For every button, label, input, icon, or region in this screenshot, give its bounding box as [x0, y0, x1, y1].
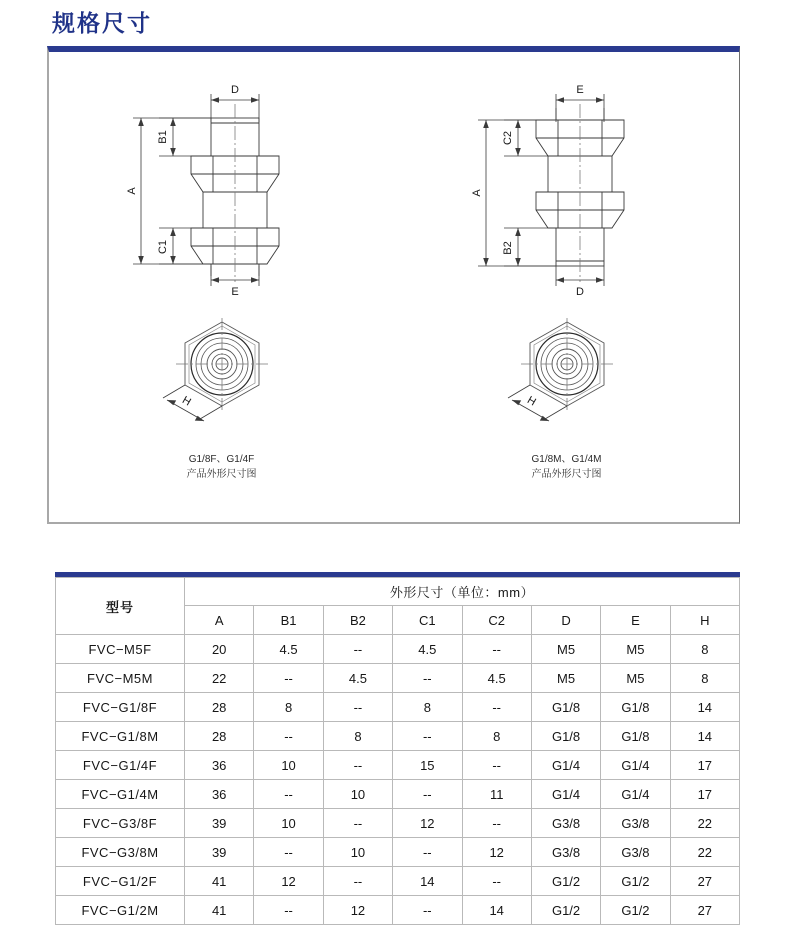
spec-table-container: [55, 572, 740, 925]
header-col-a: A: [185, 606, 254, 635]
cell-e: G1/4: [601, 780, 670, 809]
cell-c2: 14: [462, 896, 531, 925]
dim-label-d: D: [575, 286, 584, 298]
cell-model: FVC−G3/8M: [56, 838, 185, 867]
dim-label-d: D: [230, 84, 239, 96]
header-col-b2: B2: [323, 606, 392, 635]
cell-h: 8: [670, 664, 739, 693]
dim-label-h: H: [179, 394, 193, 409]
dim-label-b1: B1: [156, 130, 169, 144]
cell-d: G1/4: [531, 751, 600, 780]
cell-model: FVC−G1/8M: [56, 722, 185, 751]
cell-c2: 8: [462, 722, 531, 751]
cell-a: 39: [185, 838, 254, 867]
end-view-female: [137, 304, 307, 444]
cell-d: G1/8: [531, 693, 600, 722]
cell-h: 14: [670, 693, 739, 722]
table-row: [56, 809, 740, 838]
cell-c1: --: [393, 722, 462, 751]
drawing-female: [49, 52, 394, 522]
cell-c2: --: [462, 867, 531, 896]
caption-male-line2: 产品外形尺寸图: [531, 469, 602, 480]
caption-female-line2: 产品外形尺寸图: [186, 469, 257, 480]
table-row: [56, 838, 740, 867]
cell-b2: 4.5: [323, 664, 392, 693]
dim-label-c2: C2: [501, 130, 514, 146]
table-row: [56, 722, 740, 751]
cell-c2: --: [462, 751, 531, 780]
cell-b1: --: [254, 896, 323, 925]
dim-label-a: A: [470, 189, 483, 197]
cell-a: 39: [185, 809, 254, 838]
cell-a: 41: [185, 867, 254, 896]
cell-c1: 4.5: [393, 635, 462, 664]
cell-b1: 10: [254, 751, 323, 780]
cell-b2: --: [323, 867, 392, 896]
cell-c1: --: [393, 780, 462, 809]
cell-c1: 8: [393, 693, 462, 722]
cell-model: FVC−M5M: [56, 664, 185, 693]
table-row: [56, 635, 740, 664]
cell-b1: --: [254, 722, 323, 751]
cell-c2: --: [462, 635, 531, 664]
cell-a: 20: [185, 635, 254, 664]
cell-h: 17: [670, 780, 739, 809]
cell-model: FVC−M5F: [56, 635, 185, 664]
cell-h: 22: [670, 838, 739, 867]
table-row: [56, 664, 740, 693]
cell-b2: 10: [323, 780, 392, 809]
spec-table: [55, 577, 740, 925]
header-col-e: E: [601, 606, 670, 635]
cell-a: 41: [185, 896, 254, 925]
table-row: [56, 780, 740, 809]
cell-e: M5: [601, 635, 670, 664]
cell-c2: --: [462, 693, 531, 722]
cell-d: G1/8: [531, 722, 600, 751]
cell-e: G1/2: [601, 867, 670, 896]
cell-h: 22: [670, 809, 739, 838]
page-title: 规格尺寸: [52, 10, 152, 36]
dim-label-e: E: [575, 84, 584, 96]
cell-b2: 10: [323, 838, 392, 867]
cell-model: FVC−G1/2F: [56, 867, 185, 896]
front-view-male: [452, 70, 682, 300]
cell-c1: --: [393, 838, 462, 867]
cell-h: 27: [670, 896, 739, 925]
cell-b2: --: [323, 635, 392, 664]
cell-e: G1/8: [601, 693, 670, 722]
cell-e: G1/4: [601, 751, 670, 780]
header-col-h: H: [670, 606, 739, 635]
cell-e: M5: [601, 664, 670, 693]
cell-c2: --: [462, 809, 531, 838]
cell-b1: --: [254, 780, 323, 809]
caption-male-line1: G1/8M、G1/4M: [531, 454, 602, 465]
cell-e: G3/8: [601, 838, 670, 867]
table-row: [56, 896, 740, 925]
cell-c2: 11: [462, 780, 531, 809]
table-body: [56, 635, 740, 925]
header-col-c2: C2: [462, 606, 531, 635]
header-col-b1: B1: [254, 606, 323, 635]
cell-b1: --: [254, 838, 323, 867]
table-row: [56, 751, 740, 780]
cell-b2: 12: [323, 896, 392, 925]
table-row: [56, 693, 740, 722]
cell-d: M5: [531, 664, 600, 693]
cell-a: 22: [185, 664, 254, 693]
table-header-row-group: [56, 578, 740, 606]
table-head: [56, 578, 740, 635]
end-view-male: [482, 304, 652, 444]
cell-d: G1/2: [531, 867, 600, 896]
cell-a: 28: [185, 693, 254, 722]
dim-label-c1: C1: [156, 239, 169, 255]
cell-model: FVC−G3/8F: [56, 809, 185, 838]
cell-a: 28: [185, 722, 254, 751]
cell-e: G1/8: [601, 722, 670, 751]
header-model: 型号: [56, 578, 185, 635]
cell-d: G1/2: [531, 896, 600, 925]
cell-c1: 15: [393, 751, 462, 780]
cell-model: FVC−G1/2M: [56, 896, 185, 925]
cell-c1: 12: [393, 809, 462, 838]
drawing-panel: [47, 46, 740, 524]
cell-a: 36: [185, 780, 254, 809]
cell-model: FVC−G1/4M: [56, 780, 185, 809]
cell-d: M5: [531, 635, 600, 664]
drawing-male: [394, 52, 739, 522]
cell-h: 8: [670, 635, 739, 664]
cell-model: FVC−G1/8F: [56, 693, 185, 722]
cell-b1: --: [254, 664, 323, 693]
caption-female-line1: G1/8F、G1/4F: [188, 454, 255, 465]
cell-b2: --: [323, 809, 392, 838]
cell-c1: --: [393, 664, 462, 693]
cell-b2: --: [323, 693, 392, 722]
dim-label-b2: B2: [501, 241, 514, 255]
cell-h: 17: [670, 751, 739, 780]
cell-b1: 8: [254, 693, 323, 722]
cell-model: FVC−G1/4F: [56, 751, 185, 780]
cell-d: G3/8: [531, 809, 600, 838]
dim-label-h: H: [524, 394, 538, 409]
cell-d: G1/4: [531, 780, 600, 809]
cell-e: G1/2: [601, 896, 670, 925]
cell-d: G3/8: [531, 838, 600, 867]
cell-h: 14: [670, 722, 739, 751]
header-col-c1: C1: [393, 606, 462, 635]
dim-label-e: E: [230, 286, 239, 298]
cell-e: G3/8: [601, 809, 670, 838]
cell-b1: 4.5: [254, 635, 323, 664]
cell-b2: 8: [323, 722, 392, 751]
cell-b1: 12: [254, 867, 323, 896]
table-row: [56, 867, 740, 896]
cell-a: 36: [185, 751, 254, 780]
cell-c1: --: [393, 896, 462, 925]
cell-h: 27: [670, 867, 739, 896]
front-view-female: [107, 70, 337, 300]
cell-b1: 10: [254, 809, 323, 838]
cell-c1: 14: [393, 867, 462, 896]
cell-b2: --: [323, 751, 392, 780]
header-col-d: D: [531, 606, 600, 635]
cell-c2: 4.5: [462, 664, 531, 693]
header-dimensions-group: 外形尺寸（单位：mm）: [185, 578, 740, 606]
dim-label-a: A: [125, 187, 138, 195]
cell-c2: 12: [462, 838, 531, 867]
